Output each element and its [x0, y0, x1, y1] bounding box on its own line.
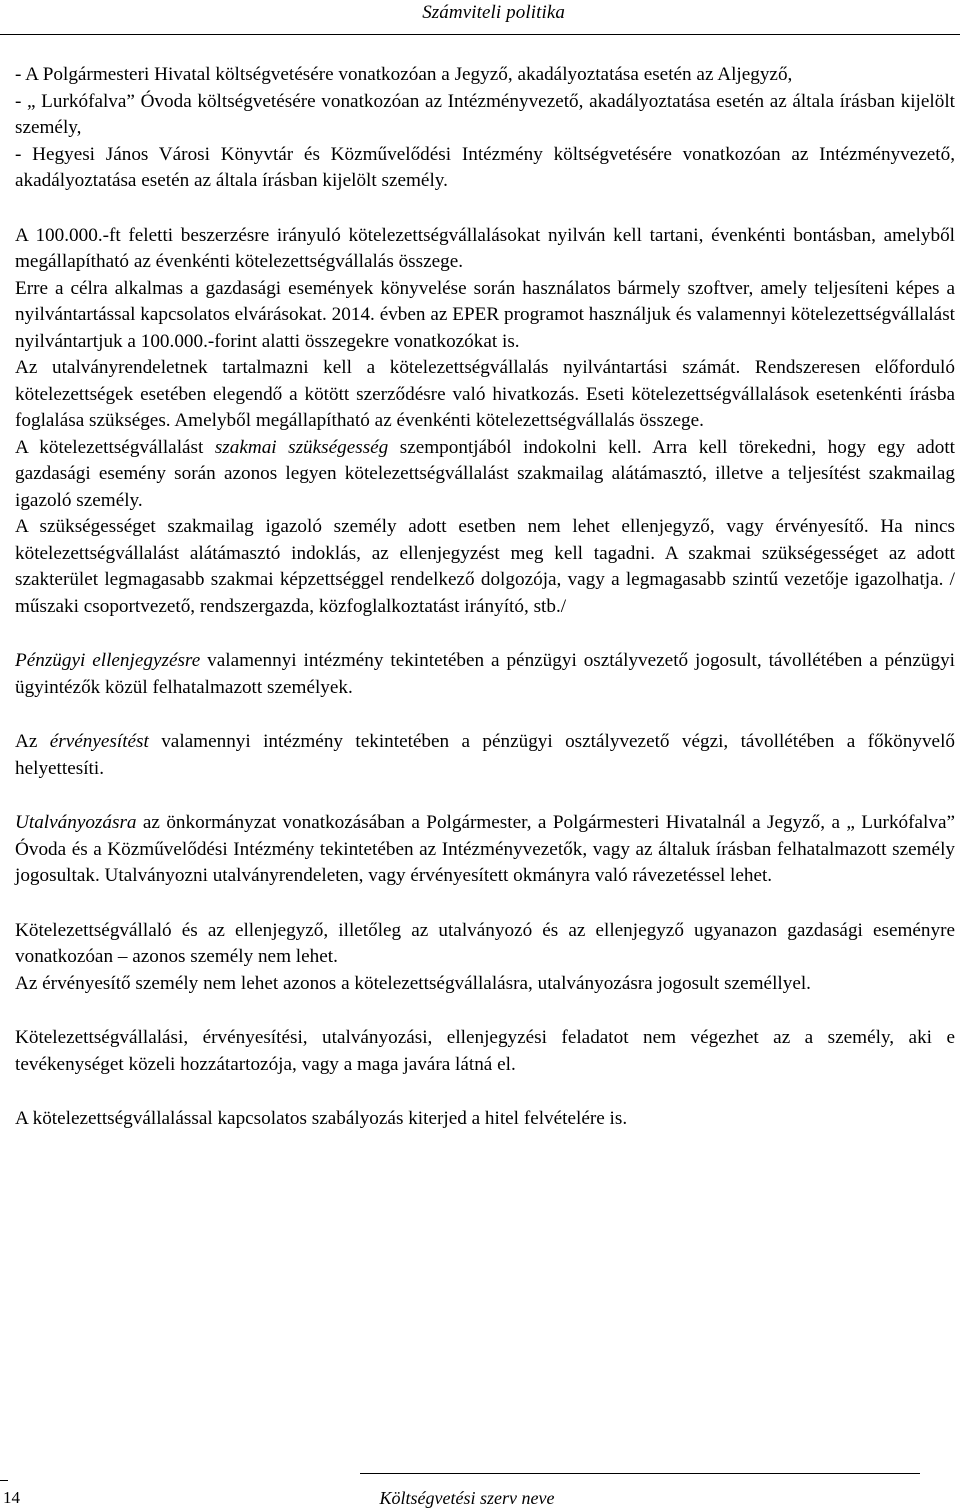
text-segment: szempontjából indokolni kell. Arra kell törekedni, hogy egy adott gazdasági esemény során azonos legyen kötelezettségvállalást szakmailag alátámasztó, illetve a teljesítést szakmailag igazoló személy.	[15, 436, 955, 511]
paragraph-validation	[15, 729, 955, 782]
document-body	[15, 62, 955, 1133]
list-item-kindergarten: - „ Lurkófalva” Óvoda költségvetésére vonatkozóan az Intézményvezető, akadályoztatása esetén az általa írásban kijelölt személy,	[15, 90, 955, 138]
footer-rule	[360, 1473, 920, 1474]
header-title: Számviteli politika	[422, 2, 565, 23]
paragraph-countersign	[15, 648, 955, 701]
text-segment: A kötelezettségvállalást	[15, 436, 215, 458]
text-segment: valamennyi intézmény tekintetében a pénzügyi osztályvezető jogosult, távollétében a pénzügyi ügyintézők közül felhatalmazott személyek.	[15, 650, 955, 698]
paragraph-limit: A 100.000.-ft feletti beszerzésre irányuló kötelezettségvállalásokat nyilván kell tartani, évenkénti bontásban, amelyből megállapítható az évenkénti kötelezettségvállalás összege.	[15, 224, 955, 272]
paragraph-voucher: Az utalványrendeletnek tartalmazni kell a kötelezettségvállalás nyilvántartási számát. Rendszeresen előforduló kötelezettségek esetében elegendő a kötött szerződésre való hivatkozás. Eseti kötelezettségvállalások esetenkénti írásba foglalása szükséges. Amelyből megállapítható az évenkénti kötelezettségvállalás összege.	[15, 357, 955, 431]
list-item-library: - Hegyesi János Városi Könyvtár és Közművelődési Intézmény költségvetésére vonatkozóan az Intézményvezető, akadályoztatása esetén az általa írásban kijelölt személy.	[15, 143, 955, 191]
emphasis-validation: érvényesítést	[49, 731, 149, 752]
emphasis-payment-order: Utalványozásra	[15, 812, 137, 833]
paragraph-loan: A kötelezettségvállalással kapcsolatos szabályozás kiterjed a hitel felvételére is.	[15, 1108, 628, 1129]
emphasis-countersign: Pénzügyi ellenjegyzésre	[15, 650, 201, 671]
paragraph-software: Erre a célra alkalmas a gazdasági események könyvelése során használatos bármely szoftver, amely teljesíteni képes a nyilvántartással kapcsolatos elvárásokat. 2014. évben az EPER programot használjuk és valamennyi kötelezettségvállalást nyilvántartjuk a 100.000.-forint alatti összegekre vonatkozókat is.	[15, 277, 955, 352]
paragraph-payment-order	[15, 810, 955, 890]
text-segment: valamennyi intézmény tekintetében a pénzügyi osztályvezető végzi, távollétében a főkönyvelő helyettesíti.	[15, 731, 955, 779]
text-segment: Az	[15, 731, 50, 752]
paragraph-conflict-2: Az érvényesítő személy nem lehet azonos a kötelezettségvállalásra, utalványozásra jogosult személlyel.	[15, 972, 811, 994]
emphasis-professional-need: szakmai szükségesség	[214, 436, 389, 458]
footer-rule-left	[0, 1480, 8, 1481]
paragraph-certification: A szükségességet szakmailag igazoló személy adott esetben nem lehet ellenjegyző, vagy érvényesítő. Ha nincs kötelezettségvállalást alátámasztó indoklás, az ellenjegyzést meg kell tagadni. A szakmai szükségességet az adott szakterület legmagasabb szakmai képzettséggel rendelkező dolgozója, vagy a legmagasabb szintű vezetője igazolhatja. / műszaki csoportvezető, rendszergazda, közfoglalkoztatást irányító, stb./	[15, 516, 955, 617]
page-header	[0, 0, 960, 35]
list-item-mayors-office: - A Polgármesteri Hivatal költségvetésére vonatkozóan a Jegyző, akadályoztatása esetén az Aljegyző,	[15, 64, 793, 85]
paragraph-professional-need	[15, 435, 955, 515]
text-segment: az önkormányzat vonatkozásában a Polgármester, a Polgármesteri Hivatalnál a Jegyző, a „ Lurkófalva” Óvoda és a Közművelődési Intézmény tekintetében az Intézményvezetők, vagy az általuk írásban felhatalmazott személy jogosultak. Utalványozni utalványrendeleten, vagy érvényesített okmányra való rávezetéssel lehet.	[15, 812, 955, 886]
footer-title: Költségvetési szerv neve	[379, 1488, 555, 1508]
page-number: 14	[3, 1488, 20, 1507]
paragraph-relatives: Kötelezettségvállalási, érvényesítési, utalványozási, ellenjegyzési feladatot nem végezhet az a személy, aki e tevékenységet közeli hozzátartozója, vagy a maga javára látná el.	[15, 1027, 955, 1075]
paragraph-conflict-1: Kötelezettségvállaló és az ellenjegyző, illetőleg az utalványozó és az ellenjegyző ugyanazon gazdasági eseményre vonatkozóan – azonos személy nem lehet.	[15, 919, 955, 967]
